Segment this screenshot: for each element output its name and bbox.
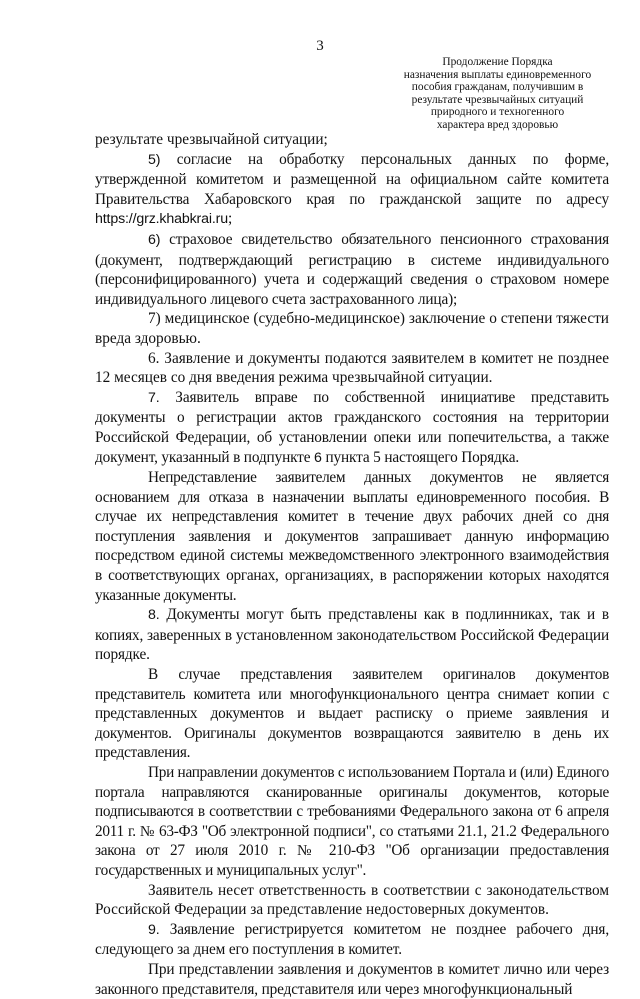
running-header-line: характера вред здоровью bbox=[436, 118, 559, 131]
running-header-line: результате чрезвычайных ситуаций bbox=[411, 93, 584, 106]
paragraph-point-8: 8. Документы могут быть представлены как в подлинниках, так и в копиях, заверенных в установленном законодательством Российской Федерации порядке. bbox=[95, 606, 609, 664]
paragraph-point-6: 6. Заявление и документы подаются заявителем в комитет не позднее 12 месяцев со дня введения режима чрезвычайной ситуации. bbox=[95, 349, 609, 387]
paragraph-item-6: 6) страховое свидетельство обязательного пенсионного страхования (документ, подтверждающий регистрацию в системе индивидуального (персонифицированного) учета и содержащий сведения о страховом номере индивидуального лицевого счета застрахованного лица); bbox=[95, 230, 609, 308]
item-number: 8. bbox=[148, 607, 160, 624]
running-header bbox=[395, 56, 600, 132]
running-header-line: назначения выплаты единовременного bbox=[403, 68, 592, 81]
item-number: 6) bbox=[148, 231, 161, 248]
item-number: 7. bbox=[148, 389, 160, 406]
item-number: 5) bbox=[148, 151, 161, 168]
paragraph-responsibility: Заявитель несет ответственность в соответствии с законодательством Российской Федерации за представление недостоверных документов. bbox=[95, 881, 609, 919]
paragraph-non-submission: Непредставление заявителем данных документов не является основанием для отказа в назначении выплаты единовременного пособия. В случае их непредставления комитет в течение двух рабочих дней со дня поступления заявления и документов запрашивает данную информацию посредством единой системы межведомственного электронного взаимодействия в соответствующих органах, организациях, в распоряжении которых находятся указанные документы. bbox=[95, 469, 609, 604]
paragraph-item-7: 7) медицинское (судебно-медицинское) заключение о степени тяжести вреда здоровью. bbox=[95, 310, 609, 347]
paragraph-point-9: 9. Заявление регистрируется комитетом не позднее рабочего дня, следующего за днем его поступления в комитет. bbox=[95, 920, 609, 959]
paragraph-point-7: 7. Заявитель вправе по собственной инициативе представить документы о регистрации актов гражданского состояния на территории Российской Федерации, об установлении опеки или попечительства, а также документ, указанный в подпункте 6 пункта 5 настоящего Порядка. bbox=[95, 388, 609, 466]
page-number: 3 bbox=[316, 38, 324, 54]
paragraph-portal: При направлении документов с использованием Портала и (или) Единого портала направляются сканированные оригиналы документов, которые подписываются в соответствии с требованиями Федерального закона от 6 апреля 2011 г. № 63-ФЗ "Об электронной подписи", со статьями 21.1, 21.2 Федерального закона от 27 июля 2010 г. № 210-ФЗ "Об организации предоставления государственных и муниципальных услуг". bbox=[95, 764, 609, 879]
running-header-line: пособия гражданам, получившим в bbox=[411, 81, 584, 94]
paragraph-originals: В случае представления заявителем оригиналов документов представитель комитета или многофункционального центра снимает копии с представленных документов и выдает расписку о приеме заявления и документов. Оригиналы документов возвращаются заявителю в день их представления. bbox=[95, 666, 609, 762]
paragraph-item-5: 5) согласие на обработку персональных данных по форме, утвержденной комитетом и размещенной на официальном сайте комитета Правительства Хабаровского края по гражданской защите по адресу https://grz.khabkrai.ru; bbox=[95, 150, 609, 228]
item-number: 9. bbox=[148, 921, 160, 938]
paragraph-continuation: результате чрезвычайной ситуации; bbox=[95, 131, 328, 148]
website-url: https://grz.khabkrai.ru bbox=[95, 211, 228, 228]
running-header-line: природного и техногенного bbox=[430, 106, 565, 119]
document-body bbox=[95, 130, 609, 999]
running-header-line: Продолжение Порядка bbox=[442, 56, 553, 68]
paragraph-personal-submission: При представлении заявления и документов в комитет лично или через законного представителя, представителя или через многофункциональный bbox=[95, 960, 609, 998]
subpoint-number: 6 bbox=[314, 449, 322, 466]
